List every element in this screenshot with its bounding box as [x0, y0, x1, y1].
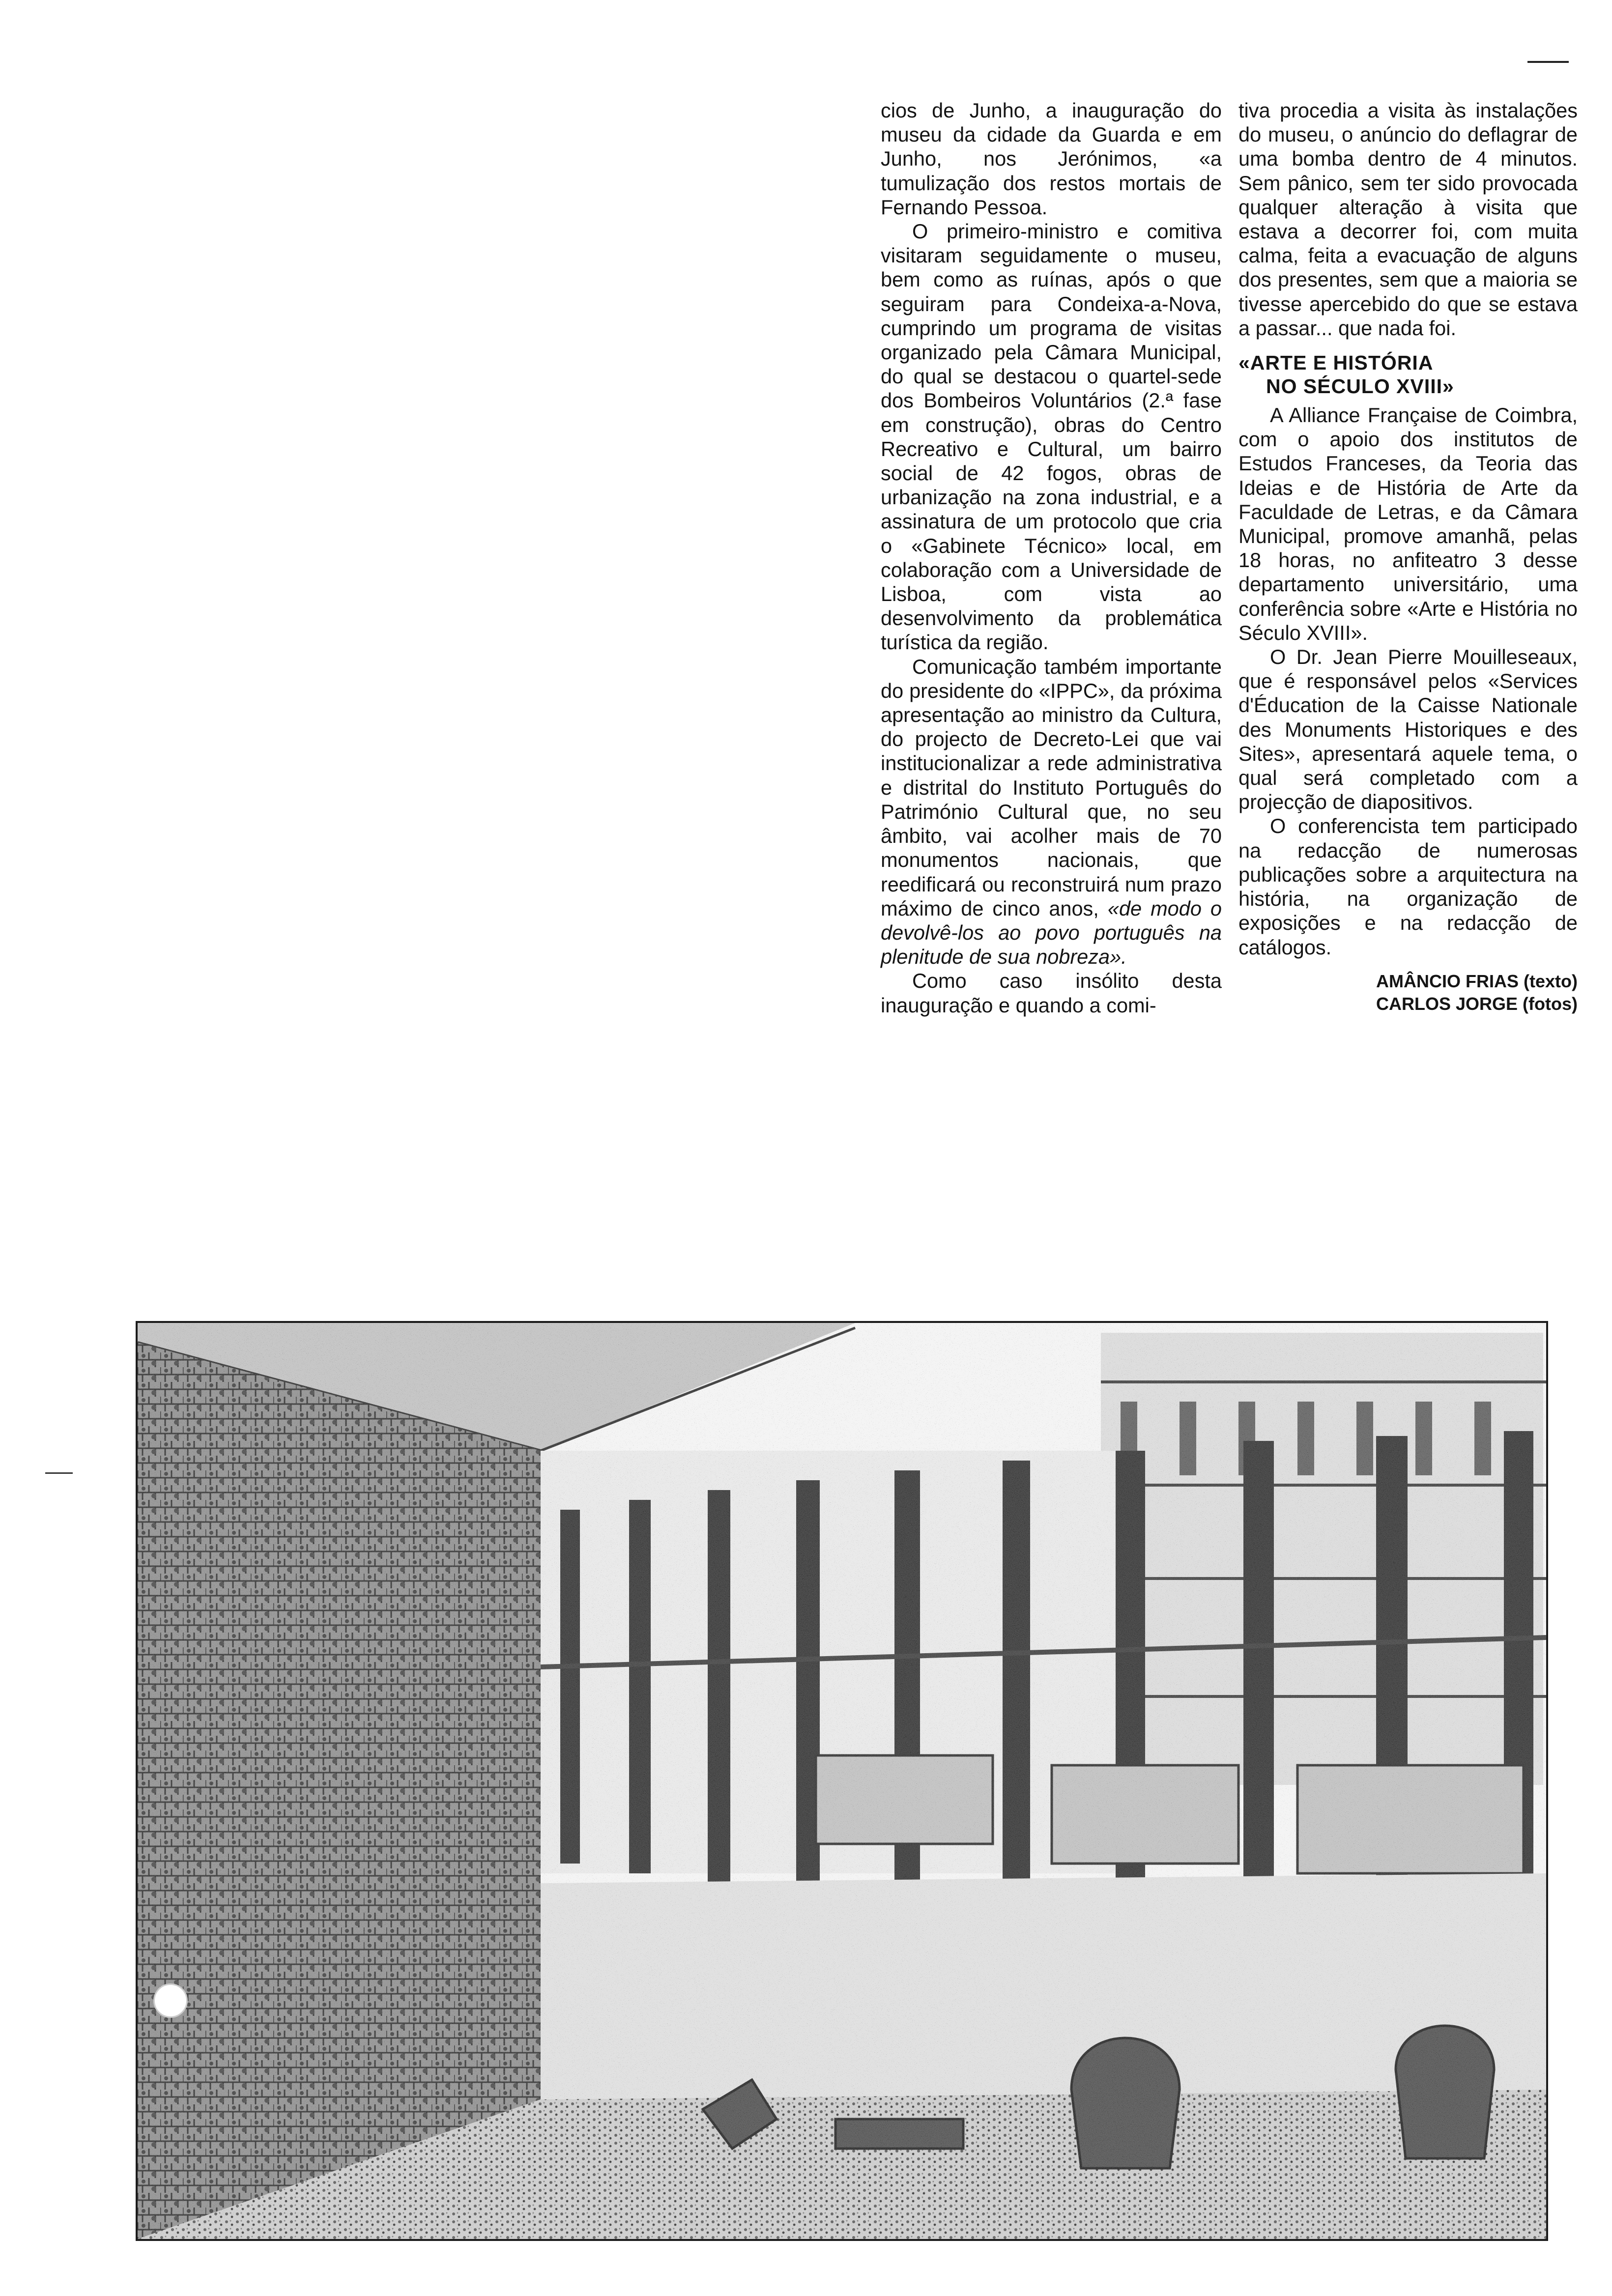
paragraph: cios de Junho, a inauguração do museu da cidade da Guarda e em Junho, nos Jerónimos, «a tumulização dos restos mortais de Fernando Pessoa. — [881, 99, 1222, 219]
byline-text: AMÂNCIO FRIAS (texto) — [1376, 971, 1578, 991]
paragraph-text: Comunicação também importante do presidente do «IPPC», da próxima apresentação ao ministro da Cultura, do projecto de Decreto-Lei que vai institucionalizar a rede administrativa e distrital do Instituto Português do Património Cultural que, no seu âmbito, vai acolher mais de 70 monumentos nacionais, que reedificará ou reconstruirá num prazo máximo de cinco anos, — [881, 655, 1222, 920]
paragraph: O conferencista tem participado na redacção de numerosas publicações sobre a arquitectura na história, na organização de exposições e na redacção de catálogos. — [1238, 814, 1578, 959]
paragraph: Como caso insólito desta inauguração e quando a comi- — [881, 969, 1222, 1017]
italic-quote: «de modo o devolvê-los ao povo português na plenitude de sua nobreza». — [881, 896, 1222, 969]
byline-photos: CARLOS JORGE (fotos) — [1376, 993, 1578, 1014]
subheading-line: «ARTE E HISTÓRIA — [1238, 351, 1434, 374]
top-rule — [1527, 61, 1569, 63]
article-column-left — [881, 98, 1222, 1017]
museum-courtyard-photo — [136, 1321, 1548, 2241]
paragraph: tiva procedia a visita às instalações do museu, o anúncio do deflagrar de uma bomba dentro de 4 minutos. Sem pânico, sem ter sido provocada qualquer alteração à visita que estava a decorrer foi, com muita calma, feita a evacuação de alguns dos presentes, sem que a maioria se tivesse apercebido do que se estava a passar... que nada foi. — [1238, 99, 1578, 340]
subheading-line: NO SÉCULO XVIII» — [1266, 375, 1454, 398]
paragraph: O primeiro-ministro e comitiva visitaram seguidamente o museu, bem como as ruínas, após o que seguiram para Condeixa-a-Nova, cumprindo um programa de visitas organizado pela Câmara Municipal, do qual se destacou o quartel-sede dos Bombeiros Voluntários (2.ª fase em construção), obras do Centro Recreativo e Cultural, um bairro social de 42 fogos, obras de urbanização na zona industrial, e a assinatura de um protocolo que cria o «Gabinete Técnico» local, em colaboração com a Universidade de Lisboa, com vista ao desenvolvimento da problemática turística da região. — [881, 220, 1222, 654]
photo-illustration — [138, 1323, 1546, 2239]
punch-hole — [153, 1983, 188, 2018]
margin-mark — [45, 1472, 73, 1474]
subheading — [1238, 351, 1578, 398]
paragraph: O Dr. Jean Pierre Mouilleseaux, que é responsável pelos «Services d'Éducation de la Caisse Nationale des Monuments Historiques e des Sites», apresentará aquele tema, o qual será completado com a projecção de diapositivos. — [1238, 645, 1578, 814]
article-column-right — [1238, 98, 1578, 1015]
paragraph: A Alliance Française de Coimbra, com o apoio dos institutos de Estudos Franceses, da Teoria das Ideias e de História de Arte da Faculdade de Letras, e da Câmara Municipal, promove amanhã, pelas 18 horas, no anfiteatro 3 desse departamento universitário, uma conferência sobre «Arte e História no Século XVIII». — [1238, 403, 1578, 644]
byline — [1238, 970, 1578, 1015]
paragraph — [881, 655, 1222, 969]
